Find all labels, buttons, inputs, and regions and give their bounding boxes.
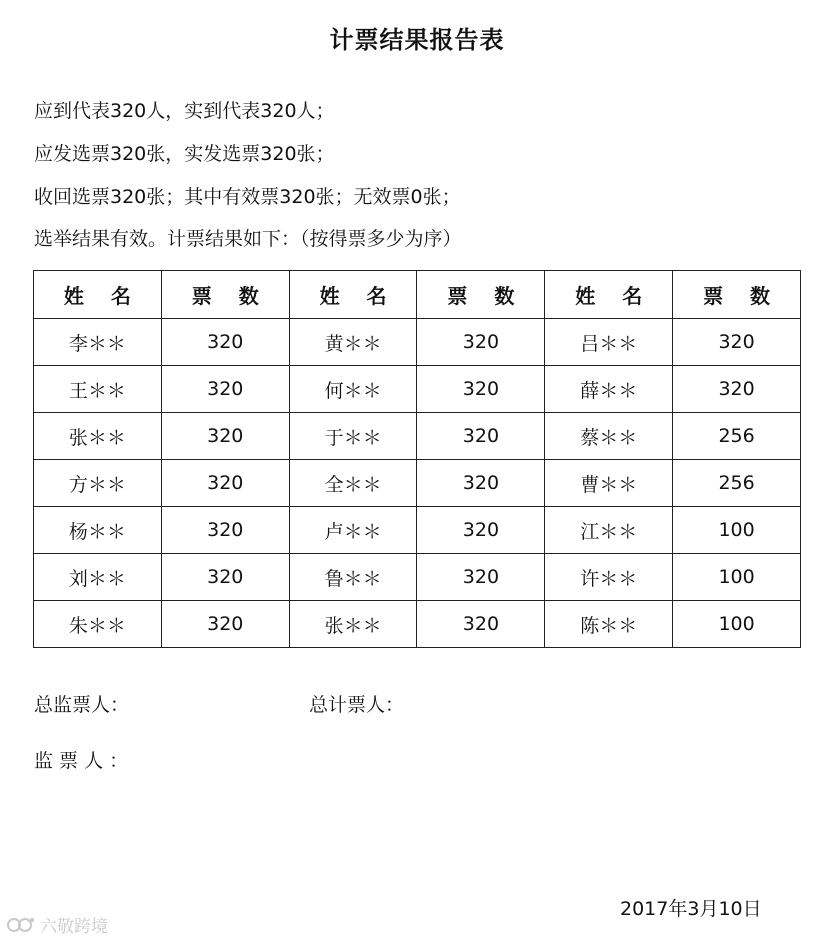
- candidate-name: 张＊＊: [289, 601, 417, 648]
- attendance-line: 应到代表320人，实到代表320人；: [34, 100, 335, 122]
- vote-results-table: [33, 270, 801, 648]
- header-votes-1: 票 数: [161, 271, 289, 319]
- candidate-name: 方＊＊: [34, 460, 162, 507]
- candidate-name: 于＊＊: [289, 413, 417, 460]
- ballots-returned-line: 收回选票320张；其中有效票320张；无效票0张；: [34, 186, 461, 208]
- header-name-1: 姓 名: [34, 271, 162, 319]
- vote-count: 320: [417, 554, 545, 601]
- table-row: [34, 601, 801, 648]
- candidate-name: 薛＊＊: [545, 366, 673, 413]
- watermark: [6, 912, 108, 937]
- vote-count: 256: [673, 413, 801, 460]
- candidate-name: 曹＊＊: [545, 460, 673, 507]
- candidate-name: 杨＊＊: [34, 507, 162, 554]
- vote-count: 256: [673, 460, 801, 507]
- candidate-name: 何＊＊: [289, 366, 417, 413]
- vote-count: 320: [161, 413, 289, 460]
- chief-supervisor-label: 总监票人：: [34, 694, 130, 716]
- vote-count: 320: [417, 460, 545, 507]
- header-name-2: 姓 名: [289, 271, 417, 319]
- candidate-name: 江＊＊: [545, 507, 673, 554]
- vote-count: 320: [161, 460, 289, 507]
- supervisor-label: 监 票 人 ：: [34, 750, 129, 772]
- vote-count: 100: [673, 601, 801, 648]
- candidate-name: 张＊＊: [34, 413, 162, 460]
- candidate-name: 卢＊＊: [289, 507, 417, 554]
- candidate-name: 王＊＊: [34, 366, 162, 413]
- table-row: [34, 366, 801, 413]
- table-row: [34, 507, 801, 554]
- result-valid-line: 选举结果有效。计票结果如下：（按得票多少为序）: [34, 228, 462, 250]
- vote-count: 320: [161, 319, 289, 366]
- vote-count: 320: [417, 319, 545, 366]
- header-votes-3: 票 数: [673, 271, 801, 319]
- watermark-text: 六敬跨境: [40, 917, 108, 937]
- vote-count: 100: [673, 507, 801, 554]
- brand-logo-icon: [6, 915, 36, 935]
- vote-count: 100: [673, 554, 801, 601]
- candidate-name: 陈＊＊: [545, 601, 673, 648]
- vote-count: 320: [673, 319, 801, 366]
- vote-count: 320: [417, 507, 545, 554]
- vote-count: 320: [417, 413, 545, 460]
- candidate-name: 李＊＊: [34, 319, 162, 366]
- chief-counter-label: 总计票人：: [309, 694, 405, 716]
- candidate-name: 许＊＊: [545, 554, 673, 601]
- document-title: 计票结果报告表: [329, 26, 505, 54]
- vote-count: 320: [417, 601, 545, 648]
- table-row: [34, 460, 801, 507]
- candidate-name: 刘＊＊: [34, 554, 162, 601]
- header-name-3: 姓 名: [545, 271, 673, 319]
- vote-count: 320: [161, 366, 289, 413]
- candidate-name: 朱＊＊: [34, 601, 162, 648]
- vote-count: 320: [161, 507, 289, 554]
- candidate-name: 鲁＊＊: [289, 554, 417, 601]
- header-votes-2: 票 数: [417, 271, 545, 319]
- report-date: 2017年3月10日: [620, 898, 762, 920]
- table-row: [34, 554, 801, 601]
- table-row: [34, 413, 801, 460]
- candidate-name: 黄＊＊: [289, 319, 417, 366]
- vote-count: 320: [161, 554, 289, 601]
- vote-count: 320: [161, 601, 289, 648]
- candidate-name: 蔡＊＊: [545, 413, 673, 460]
- candidate-name: 吕＊＊: [545, 319, 673, 366]
- table-header-row: [34, 271, 801, 319]
- ballots-issued-line: 应发选票320张，实发选票320张；: [34, 143, 335, 165]
- candidate-name: 全＊＊: [289, 460, 417, 507]
- vote-count: 320: [417, 366, 545, 413]
- table-row: [34, 319, 801, 366]
- vote-count: 320: [673, 366, 801, 413]
